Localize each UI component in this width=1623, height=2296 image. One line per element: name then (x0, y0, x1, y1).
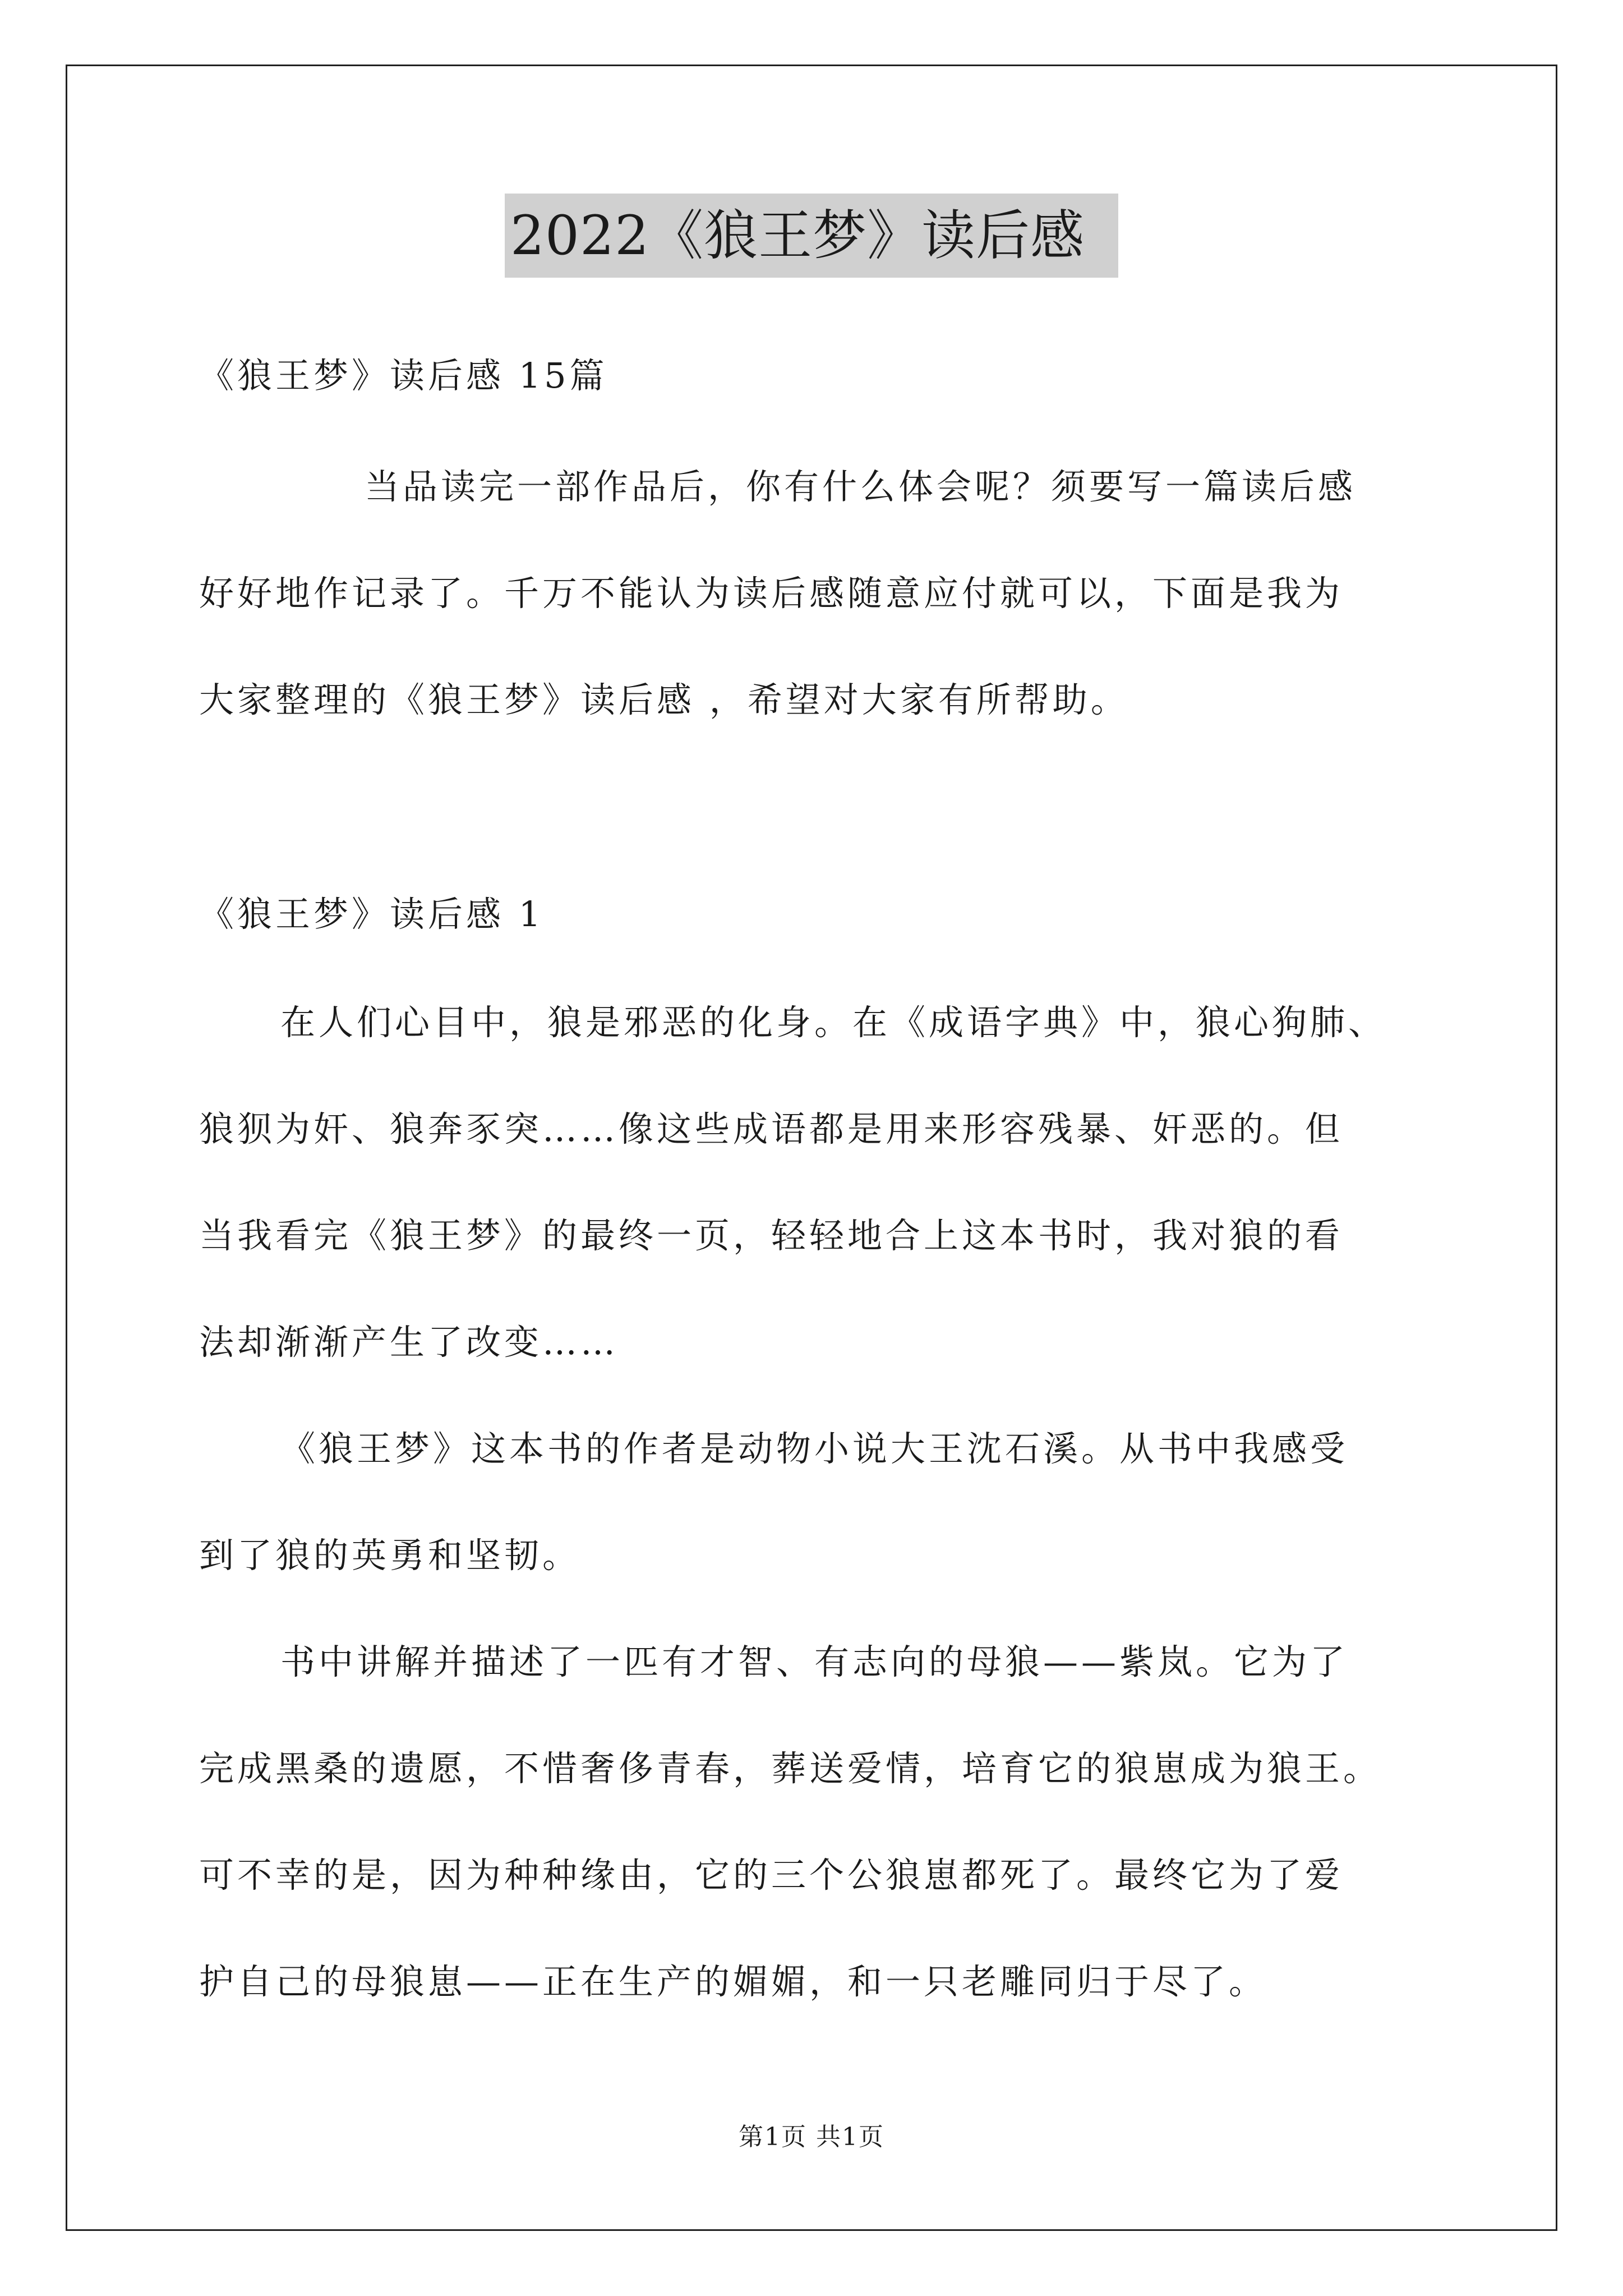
body-line-8: 完成黑桑的遗愿，不惜奢侈青春，葬送爱情，培育它的狼崽成为狼王。 (199, 1748, 1382, 1789)
body-line-9: 可不幸的是，因为种种缘由，它的三个公狼崽都死了。最终它为了爱 (199, 1855, 1344, 1895)
body-line-3: 当我看完《狼王梦》的最终一页，轻轻地合上这本书时，我对狼的看 (199, 1215, 1344, 1256)
title-container (0, 194, 1623, 278)
body-line-7: 书中讲解并描述了一匹有才智、有志向的母狼——紫岚。它为了 (280, 1641, 1349, 1682)
intro-line-3: 大家整理的《狼王梦》读后感 ，希望对大家有所帮助。 (199, 679, 1129, 720)
intro-line-2: 好好地作记录了。千万不能认为读后感随意应付就可以，下面是我为 (199, 573, 1344, 614)
body-line-6: 到了狼的英勇和坚韧。 (199, 1535, 581, 1576)
body-line-2: 狼狈为奸、狼奔豕突……像这些成语都是用来形容残暴、奸恶的。但 (199, 1108, 1344, 1149)
intro-line-1: 当品读完一部作品后，你有什么体会呢？须要写一篇读后感 (365, 466, 1357, 507)
body-line-1: 在人们心目中，狼是邪恶的化身。在《成语字典》中，狼心狗肺、 (280, 1002, 1387, 1043)
section-heading: 《狼王梦》读后感 1 (199, 894, 545, 935)
document-title: 2022《狼王梦》读后感 (505, 194, 1118, 278)
body-line-5: 《狼王梦》这本书的作者是动物小说大王沈石溪。从书中我感受 (280, 1428, 1349, 1469)
document-subtitle: 《狼王梦》读后感 15篇 (199, 355, 608, 396)
page-number-footer: 第1页 共1页 (739, 2123, 884, 2151)
body-line-4: 法却渐渐产生了改变…… (199, 1322, 619, 1363)
body-line-10: 护自己的母狼崽——正在生产的媚媚，和一只老雕同归于尽了。 (199, 1961, 1267, 2002)
